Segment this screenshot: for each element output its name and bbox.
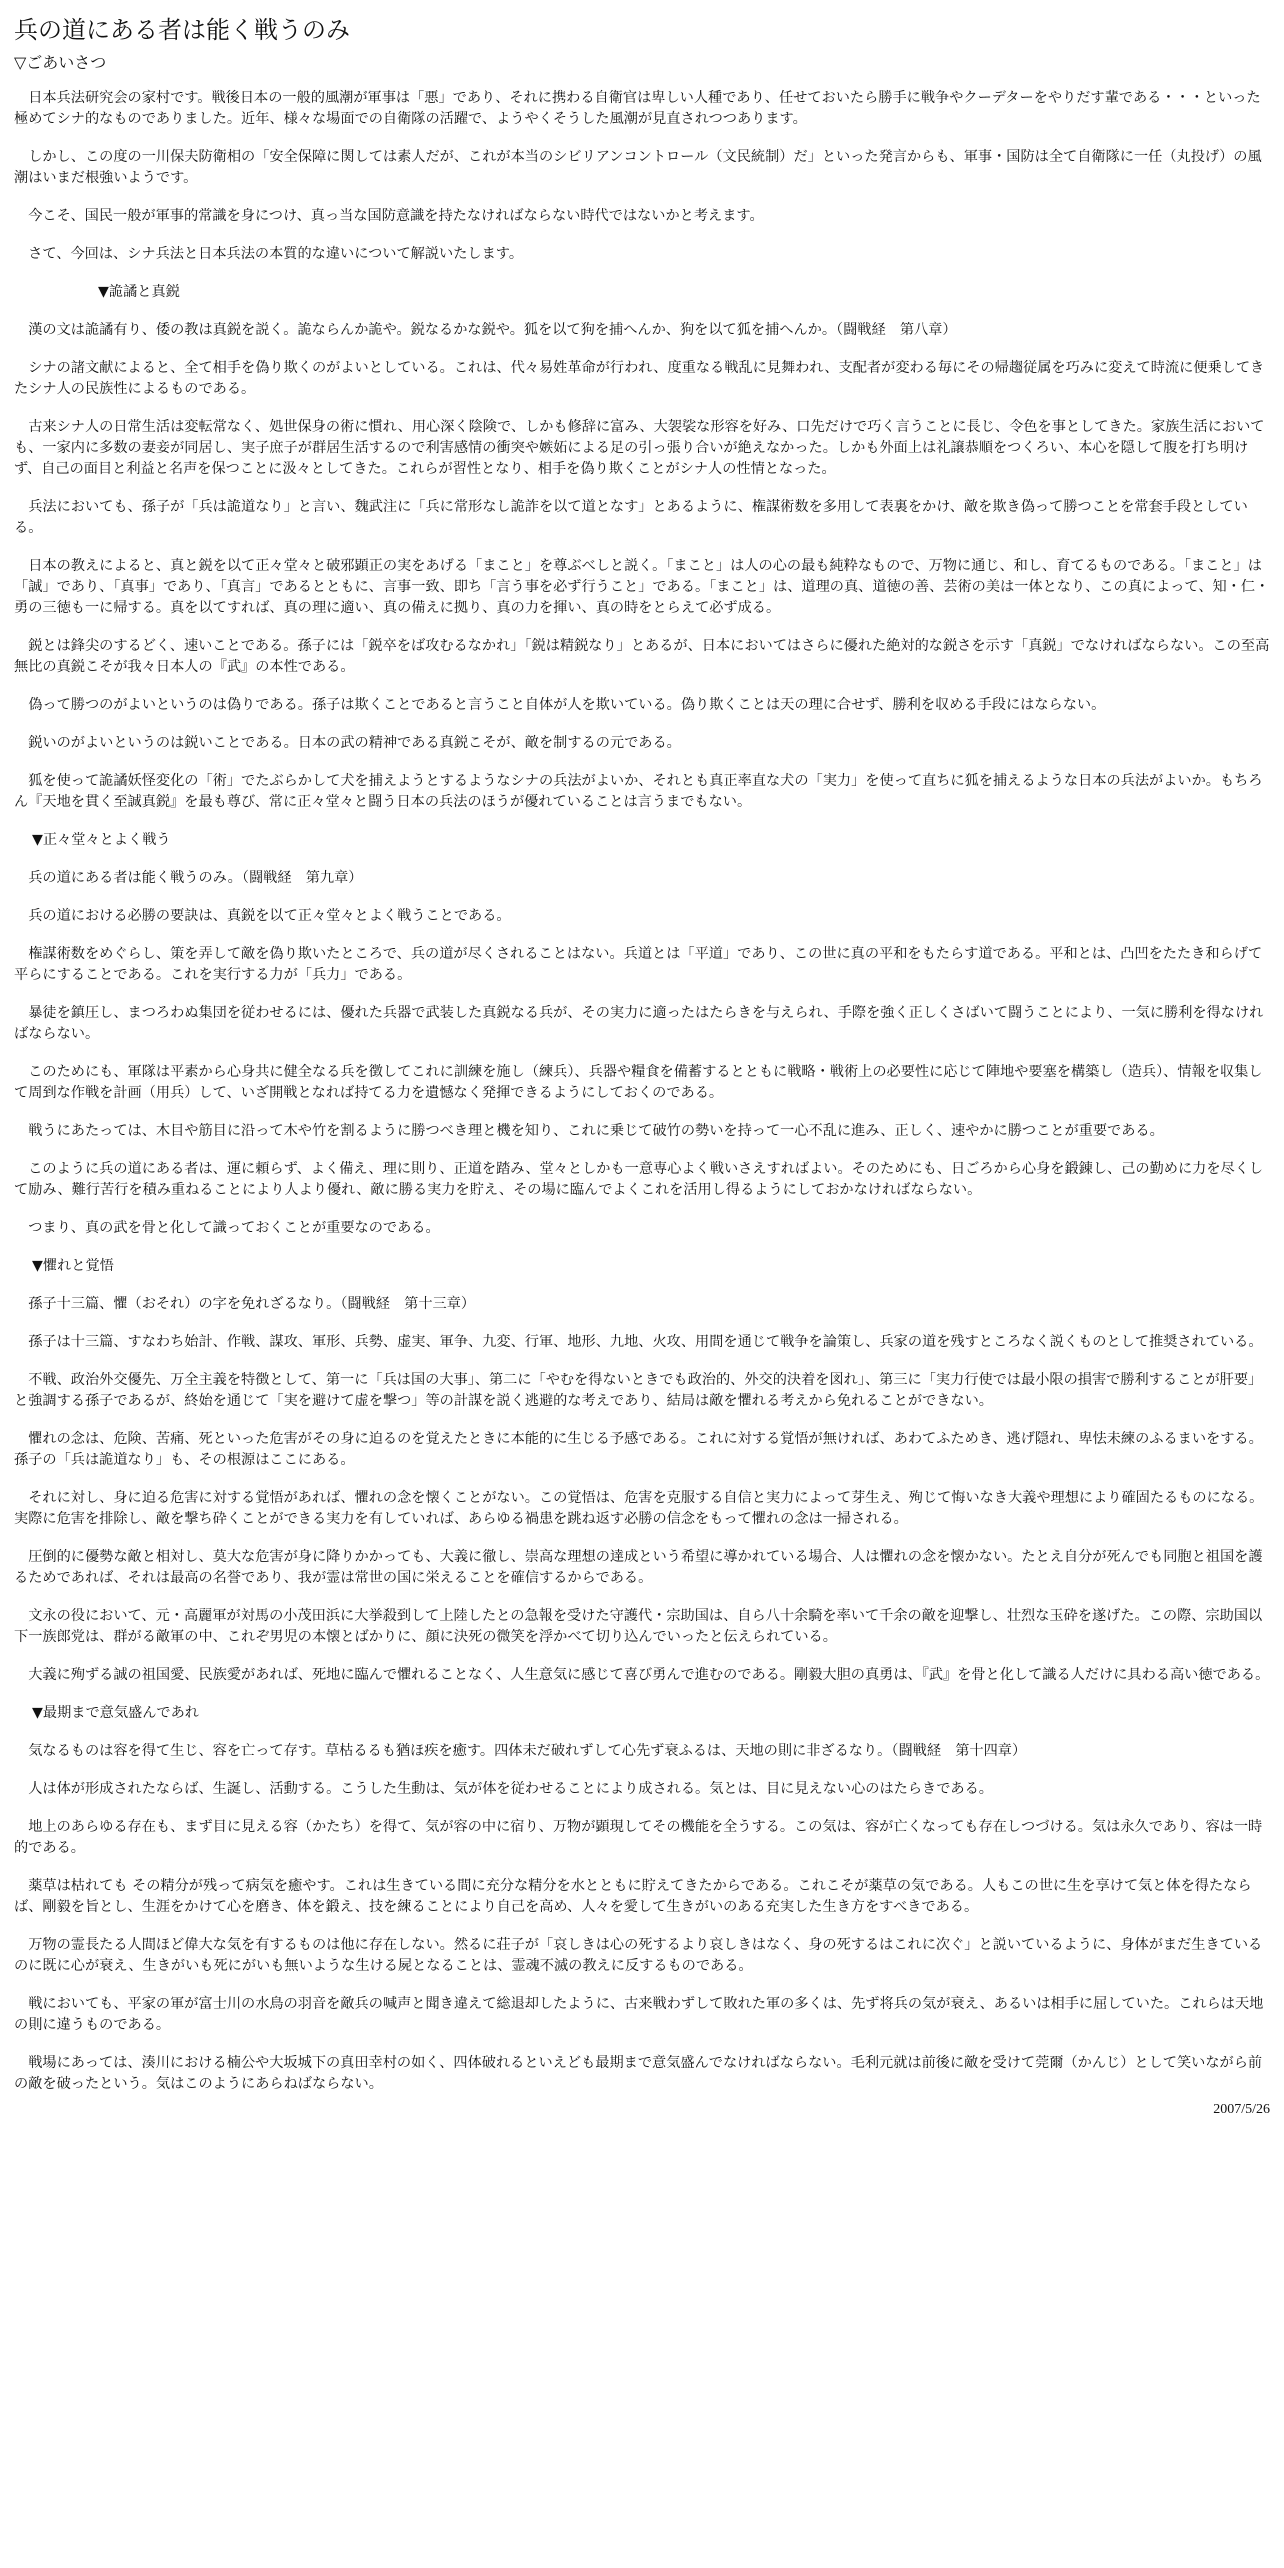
paragraph: さて、今回は、シナ兵法と日本兵法の本質的な違いについて解説いたします。 bbox=[28, 246, 524, 262]
paragraph: 兵の道における必勝の要訣は、真鋭を以て正々堂々とよく戦うことである。 bbox=[28, 908, 511, 924]
greeting-label: ▽ごあいさつ bbox=[14, 53, 107, 72]
section-heading: ▼最期まで意気盛んであれ bbox=[32, 1705, 199, 1721]
paragraph: 日本兵法研究会の家村です。戦後日本の一般的風潮が軍事は「悪」であり、それに携わる自衛官は卑しい人種であり、任せておいたら勝手に戦争やクーデターをやりだす輩である・・・といった極めてシナ的なものでありました。近年、様々な場面での自衛隊の活躍で、ようやくそうした風潮が見直されつつあります。 bbox=[14, 90, 1261, 127]
paragraph: 今こそ、国民一般が軍事的常識を身につけ、真っ当な国防意識を持たなければならない時代ではないかと考えます。 bbox=[28, 208, 764, 224]
paragraph: しかし、この度の一川保夫防衛相の「安全保障に関しては素人だが、これが本当のシビリアンコントロール（文民統制）だ」といった発言からも、軍事・国防は全て自衛隊に一任（丸投げ）の風潮はいまだ根強いようです。 bbox=[14, 149, 1262, 186]
paragraph: 地上のあらゆる存在も、まず目に見える容（かたち）を得て、気が容の中に宿り、万物が顕現してその機能を全うする。この気は、容が亡くなっても存在しつづける。気は永久であり、容は一時的である。 bbox=[14, 1819, 1263, 1856]
section-heading: ▼懼れと覚悟 bbox=[32, 1258, 114, 1274]
article-body bbox=[14, 88, 1270, 2095]
paragraph: 孫子は十三篇、すなわち始計、作戦、謀攻、軍形、兵勢、虚実、軍争、九変、行軍、地形、九地、火攻、用間を通じて戦争を論策し、兵家の道を残すところなく説くものとして推奨されている。 bbox=[28, 1334, 1263, 1350]
paragraph: このためにも、軍隊は平素から心身共に健全なる兵を徴してこれに訓練を施し（練兵）、兵器や糧食を備蓄するとともに戦略・戦術上の必要性に応じて陣地や要塞を構築し（造兵）、情報を収集して周到な作戦を計画（用兵）して、いざ開戦となれば持てる力を遺憾なく発揮できるようにしておくのである。 bbox=[14, 1064, 1263, 1101]
paragraph: 日本の教えによると、真と鋭を以て正々堂々と破邪顕正の実をあげる「まこと」を尊ぶべしと説く。「まこと」は人の心の最も純粋なもので、万物に通じ、和し、育てるものである。「まこと」は「誠」であり、「真事」であり、「真言」であるとともに、言事一致、即ち「言う事を必ず行うこと」である。「まこと」は、道理の真、道徳の善、芸術の美は一体となり、この真によって、知・仁・勇の三徳も一に帰する。真を以てすれば、真の理に適い、真の備えに拠り、真の力を揮い、真の時をとらえて必ず成る。 bbox=[14, 558, 1270, 616]
paragraph: 狐を使って詭譎妖怪変化の「術」でたぶらかして犬を捕えようとするようなシナの兵法がよいか、それとも真正率直な犬の「実力」を使って直ちに狐を捕えるような日本の兵法がよいか。もちろん『天地を貫く至誠真鋭』を最も尊び、常に正々堂々と闘う日本の兵法のほうが優れていることは言うまでもない。 bbox=[14, 773, 1263, 810]
paragraph: 偽って勝つのがよいというのは偽りである。孫子は欺くことであると言うこと自体が人を欺いている。偽り欺くことは天の理に合せず、勝利を収める手段にはならない。 bbox=[28, 697, 1106, 713]
page-title: 兵の道にある者は能く戦うのみ bbox=[14, 16, 350, 44]
paragraph: 戦においても、平家の軍が富士川の水鳥の羽音を敵兵の喊声と聞き違えて総退却したように、古来戦わずして敗れた軍の多くは、先ず将兵の気が衰え、あるいは相手に屈していた。これらは天地の則に違うものである。 bbox=[14, 1996, 1264, 2033]
paragraph: つまり、真の武を骨と化して識っておくことが重要なのである。 bbox=[28, 1220, 440, 1236]
paragraph: 戦場にあっては、湊川における楠公や大坂城下の真田幸村の如く、四体破れるといえども最期まで意気盛んでなければならない。毛利元就は前後に敵を受けて莞爾（かんじ）として笑いながら前の敵を破ったという。気はこのようにあらねばならない。 bbox=[14, 2055, 1263, 2092]
paragraph: 古来シナ人の日常生活は変転常なく、処世保身の術に慣れ、用心深く陰険で、しかも修辞に富み、大袈裟な形容を好み、口先だけで巧く言うことに長じ、令色を事としてきた。家族生活においても、一家内に多数の妻妾が同居し、実子庶子が群居生活するので利害感情の衝突や嫉妬による足の引っ張り合いが絶えなかった。しかも外面上は礼譲恭順をつくろい、本心を隠して腹を打ち明けず、自己の面目と利益と名声を保つことに汲々としてきた。これらが習性となり、相手を偽り欺くことがシナ人の性情となった。 bbox=[14, 419, 1265, 477]
paragraph: 文永の役において、元・高麗軍が対馬の小茂田浜に大挙殺到して上陸したとの急報を受けた守護代・宗助国は、自ら八十余騎を率いて千余の敵を迎撃し、壮烈な玉砕を遂げた。この際、宗助国以下一族郎党は、群がる敵軍の中、これぞ男児の本懐とばかりに、顔に決死の微笑を浮かべて切り込んでいったと伝えられている。 bbox=[14, 1608, 1263, 1645]
paragraph: 万物の霊長たる人間ほど偉大な気を有するものは他に存在しない。然るに荘子が「哀しきは心の死するより哀しきはなく、身の死するはこれに次ぐ」と説いているように、身体がまだ生きているのに既に心が衰え、生きがいも死にがいも無いような生ける屍となることは、霊魂不滅の教えに反するものである。 bbox=[14, 1937, 1263, 1974]
paragraph: 孫子十三篇、懼（おそれ）の字を免れざるなり。（闘戦経 第十三章） bbox=[28, 1296, 476, 1312]
paragraph: 鋭いのがよいというのは鋭いことである。日本の武の精神である真鋭こそが、敵を制するの元である。 bbox=[28, 735, 681, 751]
paragraph: 兵法においても、孫子が「兵は詭道なり」と言い、魏武注に「兵に常形なし詭詐を以て道となす」とあるように、権謀術数を多用して表裏をかけ、敵を欺き偽って勝つことを常套手段としている。 bbox=[14, 499, 1248, 536]
section-heading: ▼正々堂々とよく戦う bbox=[32, 832, 171, 848]
paragraph: 権謀術数をめぐらし、策を弄して敵を偽り欺いたところで、兵の道が尽くされることはない。兵道とは「平道」であり、この世に真の平和をもたらす道である。平和とは、凸凹をたたき和らげて平らにすることである。これを実行する力が「兵力」である。 bbox=[14, 946, 1263, 983]
paragraph: 兵の道にある者は能く戦うのみ。（闘戦経 第九章） bbox=[28, 870, 363, 886]
paragraph: それに対し、身に迫る危害に対する覚悟があれば、懼れの念を懐くことがない。この覚悟は、危害を克服する自信と実力によって芽生え、殉じて悔いなき大義や理想により確固たるものになる。実際に危害を排除し、敵を撃ち砕くことができる実力を有していれば、あらゆる禍患を跳ね返す必勝の信念をもって懼れの念は一掃される。 bbox=[14, 1490, 1264, 1527]
paragraph: 戦うにあたっては、木目や筋目に沿って木や竹を割るように勝つべき理と機を知り、これに乗じて破竹の勢いを持って一心不乱に進み、正しく、速やかに勝つことが重要である。 bbox=[28, 1123, 1164, 1139]
paragraph: 圧倒的に優勢な敵と相対し、莫大な危害が身に降りかかっても、大義に徹し、崇高な理想の達成という希望に導かれている場合、人は懼れの念を懐かない。たとえ自分が死んでも同胞と祖国を護るためであれば、それは最高の名誉であり、我が霊は常世の国に栄えることを確信するからである。 bbox=[14, 1549, 1263, 1586]
paragraph: 人は体が形成されたならば、生誕し、活動する。こうした生動は、気が体を従わせることにより成される。気とは、目に見えない心のはたらきである。 bbox=[28, 1781, 993, 1797]
post-date: 2007/5/26 bbox=[1213, 2102, 1270, 2117]
paragraph: 暴徒を鎮圧し、まつろわぬ集団を従わせるには、優れた兵器で武装した真鋭なる兵が、その実力に適ったはたらきを与えられ、手際を強く正しくさばいて闘うことにより、一気に勝利を得なければならない。 bbox=[14, 1005, 1264, 1042]
section-heading: ▼詭譎と真鋭 bbox=[98, 284, 180, 300]
paragraph: 大義に殉ずる誠の祖国愛、民族愛があれば、死地に臨んで懼れることなく、人生意気に感じて喜び勇んで進むのである。剛毅大胆の真勇は、『武』を骨と化して識る人だけに具わる高い徳である。 bbox=[28, 1667, 1270, 1683]
paragraph: 気なるものは容を得て生じ、容を亡って存す。草枯るるも猶ほ疾を癒す。四体未だ破れずして心先ず衰ふるは、天地の則に非ざるなり。（闘戦経 第十四章） bbox=[28, 1743, 1027, 1759]
paragraph: 不戦、政治外交優先、万全主義を特徴として、第一に「兵は国の大事」、第二に「やむを得ないときでも政治的、外交的決着を図れ」、第三に「実力行使では最小限の損害で勝利することが肝要」と強調する孫子であるが、終始を通じて「実を避けて虚を撃つ」等の計謀を説く逃避的な考えであり、結局は敵を懼れる考えから免れることができない。 bbox=[14, 1372, 1263, 1409]
paragraph: 薬草は枯れても その精分が残って病気を癒やす。これは生きている間に充分な精分を水とともに貯えてきたからである。これこそが薬草の気である。人もこの世に生を享けて気と体を得たならば、剛毅を旨とし、生涯をかけて心を磨き、体を鍛え、技を練ることにより自己を高め、人々を愛して生きがいのある充実した生き方をすべきである。 bbox=[14, 1878, 1252, 1915]
paragraph: シナの諸文献によると、全て相手を偽り欺くのがよいとしている。これは、代々易姓革命が行われ、度重なる戦乱に見舞われ、支配者が変わる毎にその帰趨従属を巧みに変えて時流に便乗してきたシナ人の民族性によるものである。 bbox=[14, 360, 1265, 397]
paragraph: 漢の文は詭譎有り、倭の教は真鋭を説く。詭ならんか詭や。鋭なるかな鋭や。狐を以て狗を捕へんか、狗を以て狐を捕へんか。（闘戦経 第八章） bbox=[28, 322, 957, 338]
paragraph: 懼れの念は、危険、苦痛、死といった危害がその身に迫るのを覚えたときに本能的に生じる予感である。これに対する覚悟が無ければ、あわてふためき、逃げ隠れ、卑怯未練のふるまいをする。孫子の「兵は詭道なり」も、その根源はここにある。 bbox=[14, 1431, 1263, 1468]
paragraph: 鋭とは鋒尖のするどく、速いことである。孫子には「鋭卒をば攻むるなかれ」「鋭は精鋭なり」とあるが、日本においてはさらに優れた絶対的な鋭さを示す「真鋭」でなければならない。この至高無比の真鋭こそが我々日本人の『武』の本性である。 bbox=[14, 638, 1270, 675]
paragraph: このように兵の道にある者は、運に頼らず、よく備え、理に則り、正道を踏み、堂々としかも一意専心よく戦いさえすればよい。そのためにも、日ごろから心身を鍛錬し、己の勤めに力を尽くして励み、難行苦行を積み重ねることにより人より優れ、敵に勝る実力を貯え、その場に臨んでよくこれを活用し得るようにしておかなければならない。 bbox=[14, 1161, 1264, 1198]
